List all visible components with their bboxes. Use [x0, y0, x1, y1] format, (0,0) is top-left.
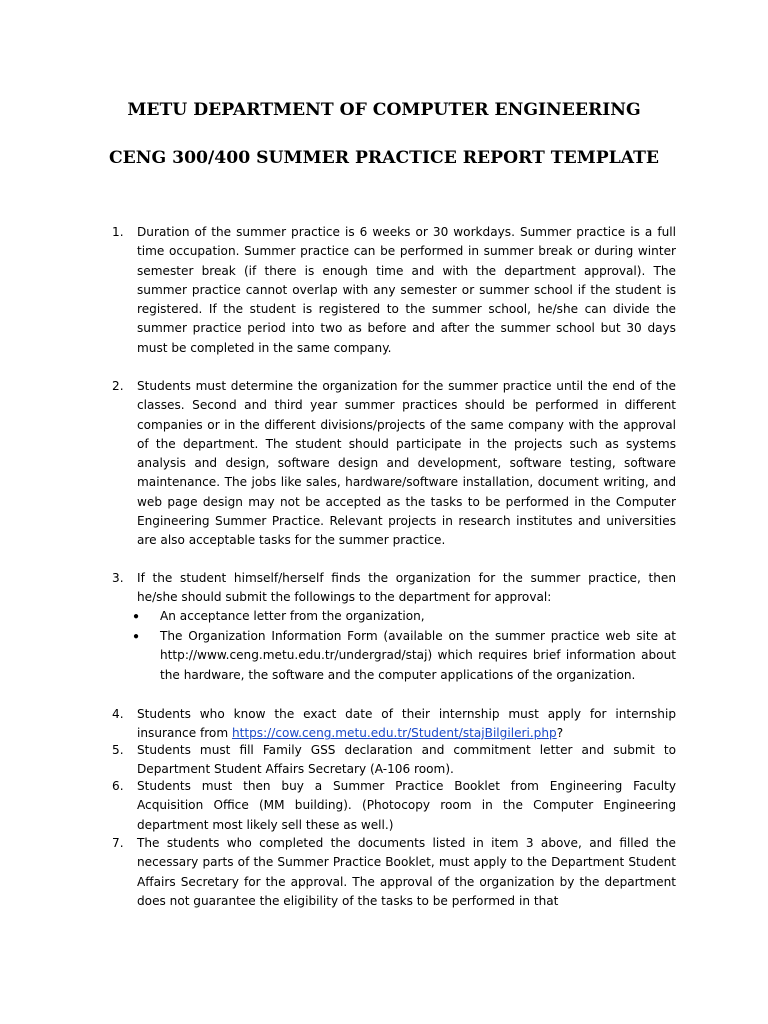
item-number-4: 4. [112, 707, 124, 721]
insurance-link[interactable]: https://cow.ceng.metu.edu.tr/Student/stajBilgileri.php [231, 726, 557, 741]
item-number-5: 5. [112, 743, 124, 757]
document-title: METU DEPARTMENT OF COMPUTER ENGINEERING [127, 100, 641, 120]
item-4-after: ? [556, 726, 564, 741]
sub-bullet-item-2: The Organization Information Form (available on the summer practice web site at http://www.ceng.metu.edu.tr/undergrad/staj) which requires brief information about the hardware, the software and the computer applications of the organization. [160, 629, 676, 682]
item-number-6: 6. [112, 779, 124, 793]
bullet-dot-icon: ● [133, 611, 140, 622]
item-number-2: 2. [112, 379, 124, 393]
list-item-5: Students must fill Family GSS declaration and commitment letter and submit to Department Student Affairs Secretary (A-106 room). [137, 743, 676, 777]
item-4-text: Students who know the exact date of their internship must apply for internship insurance from [137, 707, 676, 741]
item-number-3: 3. [112, 571, 124, 585]
item-number-7: 7. [112, 836, 124, 850]
list-item-6: Students must then buy a Summer Practice Booklet from Engineering Faculty Acquisition Office (MM building). (Photocopy room in the Computer Engineering department most likely sell these as well.) [137, 779, 676, 832]
list-item-1: Duration of the summer practice is 6 weeks or 30 workdays. Summer practice is a full time occupation. Summer practice can be performed in summer break or during winter semester break (if there is enough time and with the department approval). The summer practice cannot overlap with any semester or summer school if the student is registered. If the student is registered to the summer school, he/she can divide the summer practice period into two as before and after the summer school but 30 days must be completed in the same company. [137, 225, 676, 355]
bullet-dot-icon: ● [133, 631, 140, 642]
document-subtitle: CENG 300/400 SUMMER PRACTICE REPORT TEMPLATE [108, 148, 660, 168]
sub-bullet-item-1: An acceptance letter from the organization, [160, 609, 425, 623]
list-item-7: The students who completed the documents listed in item 3 above, and filled the necessary parts of the Summer Practice Booklet, must apply to the Department Student Affairs Secretary for the approval. The approval of the organization by the department does not guarantee the eligibility of the tasks to be performed in that [137, 836, 676, 908]
list-item-3: If the student himself/herself finds the organization for the summer practice, then he/she should submit the followings to the department for approval: [137, 571, 676, 605]
list-item-2: Students must determine the organization for the summer practice until the end of the classes. Second and third year summer practices should be performed in different companies or in the different divisions/projects of the same company with the approval of the department. The student should participate in the projects such as systems analysis and design, software design and development, software testing, software maintenance. The jobs like sales, hardware/software installation, document writing, and web page design may not be accepted as the tasks to be performed in the Computer Engineering Summer Practice. Relevant projects in research institutes and universities are also acceptable tasks for the summer practice. [137, 379, 676, 548]
item-number-1: 1. [112, 225, 124, 239]
list-item-4 [137, 705, 676, 744]
